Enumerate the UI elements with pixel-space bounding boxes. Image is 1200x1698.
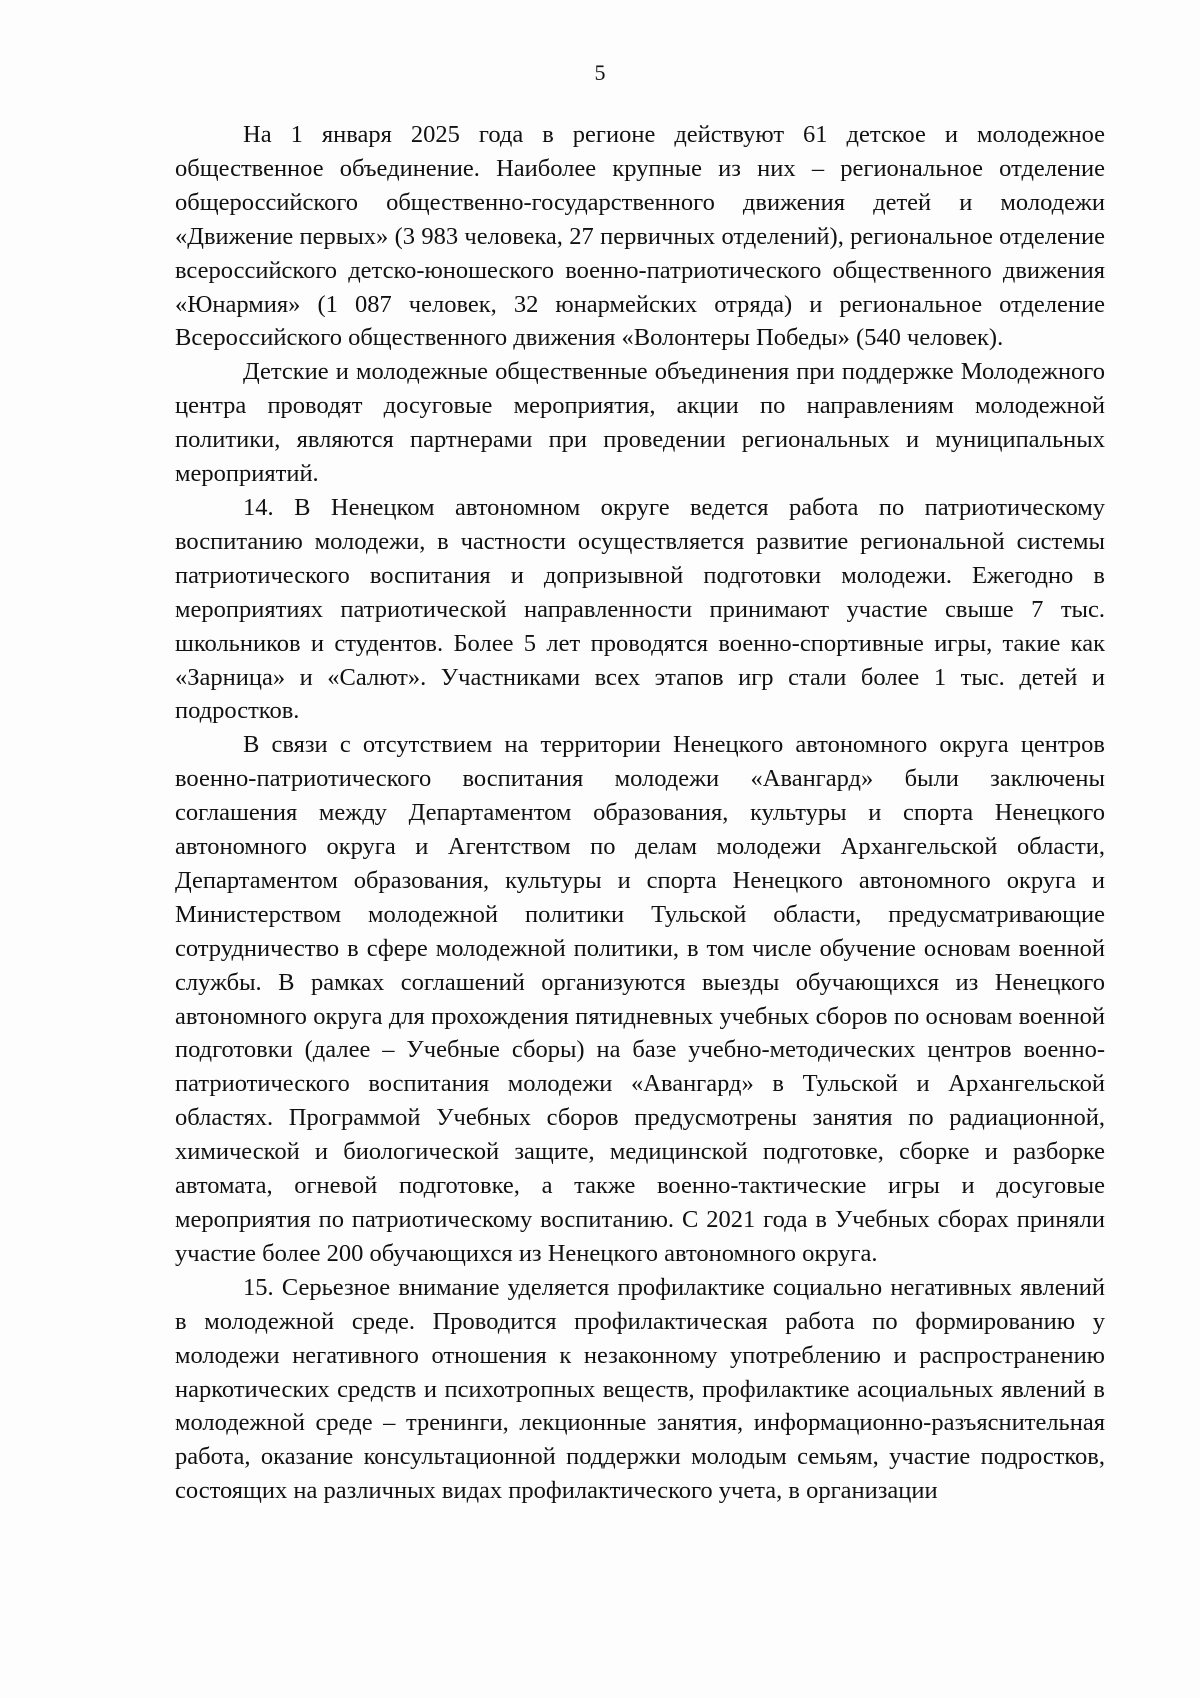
paragraph-youth-associations: На 1 января 2025 года в регионе действуют 61 детское и молодежное общественное объединение. Наиболее крупные из них – региональное отделение общероссийского общественно-государственного движения детей и молодежи «Движение первых» (3 983 человека, 27 первичных отделений), региональное отделение всероссийского детско-юношеского военно-патриотического общественного движения «Юнармия» (1 087 человек, 32 юнармейских отряда) и региональное отделение Всероссийского общественного движения «Волонтеры Победы» (540 человек). [175, 121, 1105, 352]
document-body [175, 118, 1105, 1508]
paragraph-avangard-agreements: В связи с отсутствием на территории Ненецкого автономного округа центров военно-патриотического воспитания молодежи «Авангард» были заключены соглашения между Департаментом образования, культуры и спорта Ненецкого автономного округа и Агентством по делам молодежи Архангельской области, Департаментом образования, культуры и спорта Ненецкого автономного округа и Министерством молодежной политики Тульской области, предусматривающие сотрудничество в сфере молодежной политики, в том числе обучение основам военной службы. В рамках соглашений организуются выезды обучающихся из Ненецкого автономного округа для прохождения пятидневных учебных сборов по основам военной подготовки (далее – Учебные сборы) на базе учебно-методических центров военно-патриотического воспитания молодежи «Авангард» в Тульской и Архангельской областях. Программой Учебных сборов предусмотрены занятия по радиационной, химической и биологической защите, медицинской подготовке, сборке и разборке автомата, огневой подготовке, а также военно-тактические игры и досуговые мероприятия по патриотическому воспитанию. С 2021 года в Учебных сборах приняли участие более 200 обучающихся из Ненецкого автономного округа. [175, 731, 1105, 1267]
paragraph-14-patriotic-education: 14. В Ненецком автономном округе ведется работа по патриотическому воспитанию молодежи, в частности осуществляется развитие региональной системы патриотического воспитания и допризывной подготовки молодежи. Ежегодно в мероприятиях патриотической направленности принимают участие свыше 7 тыс. школьников и студентов. Более 5 лет проводятся военно-спортивные игры, такие как «Зарница» и «Салют». Участниками всех этапов игр стали более 1 тыс. детей и подростков. [175, 493, 1105, 725]
paragraph-associations-activities: Детские и молодежные общественные объединения при поддержке Молодежного центра проводят досуговые мероприятия, акции по направлениям молодежной политики, являются партнерами при проведении региональных и муниципальных мероприятий. [175, 358, 1105, 488]
page-number: 5 [594, 60, 606, 85]
paragraph-15-prevention: 15. Серьезное внимание уделяется профилактике социально негативных явлений в молодежной среде. Проводится профилактическая работа по формированию у молодежи негативного отношения к незаконному употреблению и распространению наркотических средств и психотропных веществ, профилактике асоциальных явлений в молодежной среде – тренинги, лекционные занятия, информационно-разъяснительная работа, оказание консультационной поддержки молодым семьям, участие подростков, состоящих на различных видах профилактического учета, в организации [175, 1273, 1105, 1505]
